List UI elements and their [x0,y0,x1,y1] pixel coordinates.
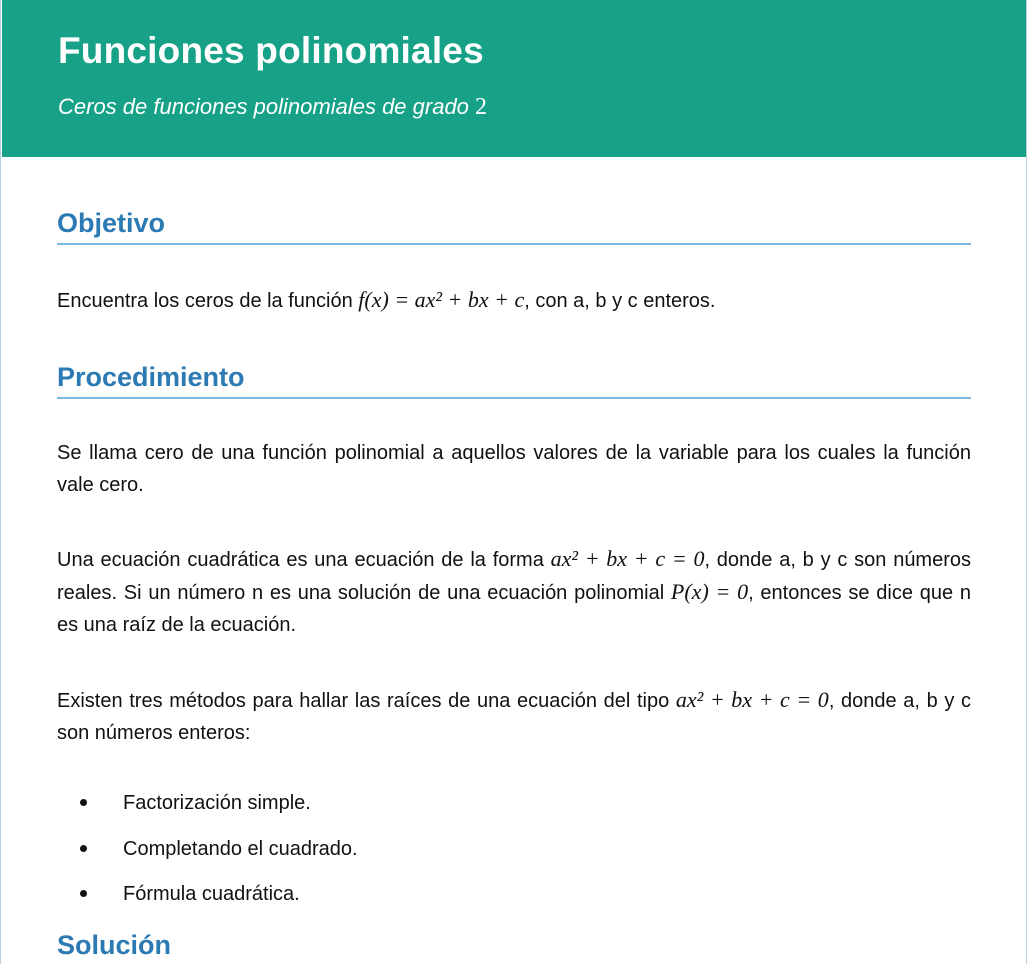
procedimiento-paragraph-3 [57,684,971,749]
page-title: Funciones polinomiales [58,30,484,71]
objetivo-paragraph [57,284,971,317]
bullet-icon [80,845,87,852]
bullet-icon [80,890,87,897]
method-label: Fórmula cuadrática. [123,883,300,905]
p2-formula-polynomial: P(x) = 0 [670,579,749,604]
page-subtitle [58,94,487,121]
p2-text-1: Una ecuación cuadrática es una ecuación de la forma [57,549,544,571]
p3-text-2: , donde a, b y c son números enteros: [57,690,971,744]
method-label: Factorización simple. [123,792,311,814]
bullet-icon [80,799,87,806]
objetivo-text-before: Encuentra los ceros de la función [57,290,353,312]
section-title-solucion: Solución [57,930,171,960]
p2-text-2: , donde a, b y c son números reales. Si un número n es una solución de una ecuación polinomial [57,549,972,604]
section-title-objetivo: Objetivo [57,208,971,245]
p2-text-3: , entonces se dice que n es una raíz de la ecuación. [57,582,971,636]
procedimiento-paragraph-1: Se llama cero de una función polinomial a aquellos valores de la variable para los cuales la función vale cero. [57,442,971,496]
method-label: Completando el cuadrado. [123,837,358,860]
procedimiento-paragraph-2 [57,543,971,641]
subtitle-text: Ceros de funciones polinomiales de grado [58,94,469,119]
objetivo-formula: f(x) = ax² + bx + c [358,287,525,312]
p3-formula: ax² + bx + c = 0 [675,687,829,712]
section-title-procedimiento: Procedimiento [57,362,971,399]
p3-text-1: Existen tres métodos para hallar las raíces de una ecuación del tipo [57,690,670,712]
subtitle-degree: 2 [475,94,488,120]
page-header [2,0,1026,157]
p2-formula-quadratic: ax² + bx + c = 0 [550,546,705,571]
objetivo-text-after: , con a, b y c enteros. [524,290,716,312]
